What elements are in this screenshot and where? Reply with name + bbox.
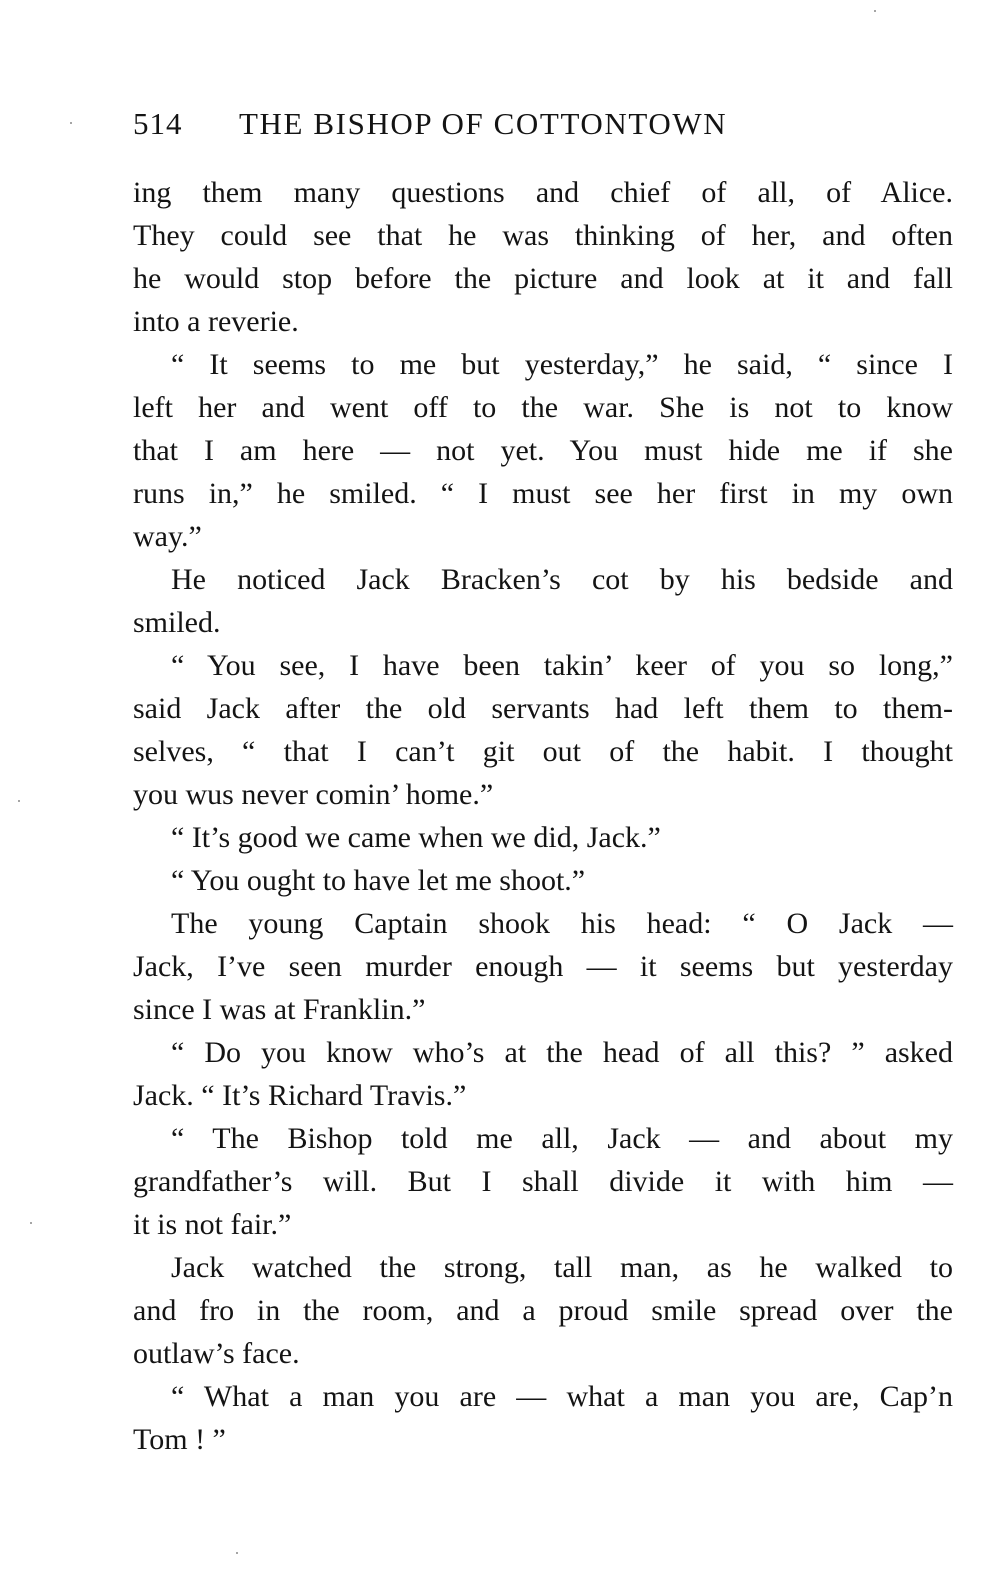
text-line: said Jack after the old servants had left them to them- bbox=[133, 692, 953, 725]
paragraph bbox=[133, 1117, 953, 1246]
text-line: you wus never comin’ home.” bbox=[133, 778, 494, 811]
text-line: Tom ! ” bbox=[133, 1423, 226, 1456]
paragraph bbox=[133, 171, 953, 343]
text-line: Jack, I’ve seen murder enough — it seems but yesterday bbox=[133, 950, 953, 983]
text-line: “ Do you know who’s at the head of all this? ” asked bbox=[171, 1036, 953, 1069]
paragraph bbox=[133, 1246, 953, 1375]
text-line: way.” bbox=[133, 520, 202, 553]
paragraph bbox=[133, 902, 953, 1031]
text-line: “ You ought to have let me shoot.” bbox=[171, 864, 586, 897]
paragraph bbox=[133, 558, 953, 644]
text-line: that I am here — not yet. You must hide me if she bbox=[133, 434, 953, 467]
text-line: Jack watched the strong, tall man, as he walked to bbox=[171, 1251, 953, 1284]
text-line: runs in,” he smiled. “ I must see her first in my own bbox=[133, 477, 953, 510]
text-line: “ The Bishop told me all, Jack — and about my bbox=[171, 1122, 953, 1155]
text-line: grandfather’s will. But I shall divide it with him — bbox=[133, 1165, 953, 1198]
text-line: ing them many questions and chief of all, of Alice. bbox=[133, 176, 953, 209]
paper-speck bbox=[874, 10, 876, 12]
text-line: Jack. “ It’s Richard Travis.” bbox=[133, 1079, 467, 1112]
text-line: it is not fair.” bbox=[133, 1208, 292, 1241]
text-line: into a reverie. bbox=[133, 305, 299, 338]
paper-speck bbox=[18, 800, 20, 802]
paper-speck bbox=[30, 1222, 32, 1224]
page-number: 514 bbox=[133, 106, 183, 141]
running-head bbox=[133, 106, 833, 150]
text-line: he would stop before the picture and look at it and fall bbox=[133, 262, 953, 295]
paragraph bbox=[133, 1031, 953, 1117]
text-line: smiled. bbox=[133, 606, 221, 639]
text-line: They could see that he was thinking of her, and often bbox=[133, 219, 953, 252]
paragraph bbox=[133, 644, 953, 816]
text-line: “ You see, I have been takin’ keer of you so long,” bbox=[171, 649, 953, 682]
paragraph bbox=[133, 816, 953, 859]
text-line: and fro in the room, and a proud smile spread over the bbox=[133, 1294, 953, 1327]
text-line: since I was at Franklin.” bbox=[133, 993, 426, 1026]
paragraph bbox=[133, 1375, 953, 1461]
text-line: outlaw’s face. bbox=[133, 1337, 300, 1370]
paper-speck bbox=[70, 122, 72, 124]
text-line: The young Captain shook his head: “ O Jack — bbox=[171, 907, 953, 940]
paper-speck bbox=[236, 1552, 238, 1554]
running-title: THE BISHOP OF COTTONTOWN bbox=[239, 106, 728, 141]
paragraph bbox=[133, 859, 953, 902]
text-line: left her and went off to the war. She is not to know bbox=[133, 391, 953, 424]
text-line: “ It seems to me but yesterday,” he said, “ since I bbox=[171, 348, 953, 381]
text-line: “ What a man you are — what a man you are, Cap’n bbox=[171, 1380, 953, 1413]
body-text bbox=[133, 171, 953, 1461]
text-line: “ It’s good we came when we did, Jack.” bbox=[171, 821, 661, 854]
paragraph bbox=[133, 343, 953, 558]
text-line: He noticed Jack Bracken’s cot by his bedside and bbox=[171, 563, 953, 596]
text-line: selves, “ that I can’t git out of the habit. I thought bbox=[133, 735, 953, 768]
